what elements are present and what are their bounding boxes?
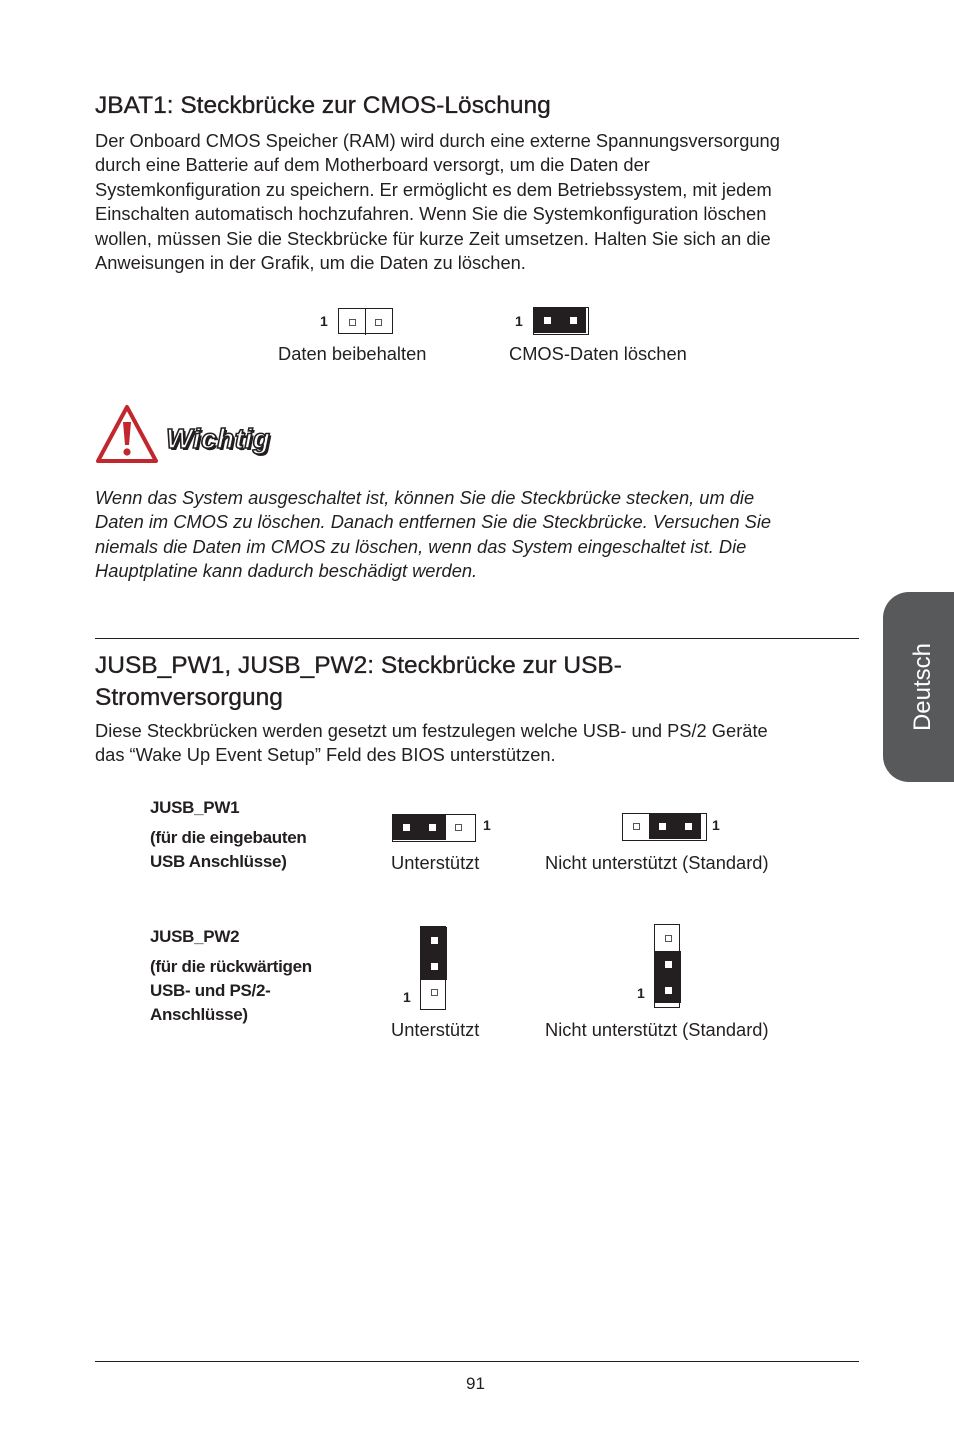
- jumper-pin: [339, 309, 365, 335]
- jumper-pin: [655, 925, 681, 951]
- jumper-pin: [419, 815, 445, 840]
- section-body-jusb: [95, 719, 875, 768]
- pin-one-label: 1: [320, 313, 328, 329]
- text-line: Einschalten automatisch hochzufahren. Wenn Sie die Systemkonfiguration löschen: [95, 203, 767, 225]
- jumper-pin: [623, 814, 649, 839]
- jumper-jbat1-open: [338, 308, 393, 334]
- caption-clear-cmos: CMOS-Daten löschen: [509, 343, 687, 364]
- jumper-pin: [655, 977, 681, 1003]
- jusb-pw1-label: [150, 796, 239, 820]
- pin-one-label: 1: [637, 985, 645, 1001]
- pin-one-label: 1: [515, 313, 523, 329]
- language-side-tab: [883, 592, 954, 782]
- important-note: [95, 486, 875, 584]
- jumper-pin: [365, 309, 391, 335]
- caption-pw1-supported: Unterstützt: [391, 852, 480, 873]
- jumper-pin: [655, 951, 681, 977]
- warning-icon: [95, 404, 159, 464]
- jumper-pin: [560, 308, 586, 333]
- pin-one-label: 1: [403, 989, 411, 1005]
- desc-line: Anschlüsse): [150, 1005, 248, 1024]
- jumper-pin: [421, 953, 447, 979]
- caption-keep-data: Daten beibehalten: [278, 343, 427, 364]
- desc-line: USB- und PS/2-: [150, 981, 271, 1000]
- jumper-pin: [421, 979, 447, 1005]
- desc-line: (für die rückwärtigen: [150, 957, 312, 976]
- text-line: durch eine Batterie auf dem Motherboard versorgt, um die Daten der: [95, 154, 650, 176]
- text-line: Systemkonfiguration zu speichern. Er ermöglicht es dem Betriebssystem, mit jedem: [95, 178, 772, 200]
- page-number: 91: [466, 1374, 485, 1393]
- text-line: Diese Steckbrücken werden gesetzt um festzulegen welche USB- und PS/2 Geräte: [95, 720, 768, 741]
- desc-line: USB Anschlüsse): [150, 852, 287, 871]
- jumper-pin: [421, 927, 447, 953]
- section-title-jbat1: JBAT1: Steckbrücke zur CMOS-Löschung: [95, 92, 551, 119]
- jumper-pw1-unsupported: [622, 813, 707, 841]
- text-line: Daten im CMOS zu löschen. Danach entfernen Sie die Steckbrücke. Versuchen Sie: [95, 511, 772, 533]
- caption-pw2-supported: Unterstützt: [391, 1019, 480, 1040]
- desc-line: (für die eingebauten: [150, 828, 307, 847]
- caption-pw1-unsupported: Nicht unterstützt (Standard): [545, 852, 769, 873]
- text-line: Anweisungen in der Grafik, um die Daten zu löschen.: [95, 252, 526, 274]
- section-body-jbat1: [95, 129, 875, 275]
- jumper-pin: [393, 815, 419, 840]
- title-line: Stromversorgung: [95, 684, 283, 711]
- jusb-pw2-description: [150, 955, 312, 1027]
- text-line: Der Onboard CMOS Speicher (RAM) wird durch eine externe Spannungsversorgung: [95, 130, 780, 151]
- jumper-pin: [534, 308, 560, 333]
- title-line: JUSB_PW1, JUSB_PW2: Steckbrücke zur USB-: [95, 652, 622, 679]
- important-heading: Wichtig: [166, 423, 271, 454]
- caption-pw2-unsupported: Nicht unterstützt (Standard): [545, 1019, 769, 1040]
- jumper-pin: [649, 814, 675, 839]
- section-divider: [95, 638, 859, 639]
- footer-divider: [95, 1361, 859, 1362]
- jumper-pw2-unsupported: [654, 924, 680, 1008]
- jumper-pin: [675, 814, 701, 839]
- pin-one-label: 1: [483, 817, 491, 833]
- text-line: Hauptplatine kann dadurch beschädigt werden.: [95, 560, 478, 582]
- jusb-pw2-label: [150, 925, 239, 949]
- text-line: wollen, müssen Sie die Steckbrücke für kurze Zeit umsetzen. Halten Sie sich an die: [95, 227, 771, 249]
- jumper-name: JUSB_PW2: [150, 927, 240, 946]
- jumper-jbat1-closed: [533, 307, 589, 335]
- section-title-jusb: [95, 650, 622, 714]
- text-line: Wenn das System ausgeschaltet ist, können Sie die Steckbrücke stecken, um die: [95, 487, 755, 508]
- jumper-pin: [445, 815, 471, 840]
- jusb-pw1-description: [150, 826, 306, 874]
- text-line: niemals die Daten im CMOS zu löschen, wenn das System eingeschaltet ist. Die: [95, 535, 747, 557]
- pin-one-label: 1: [712, 817, 720, 833]
- jumper-pw1-supported: [392, 814, 476, 842]
- text-line: das “Wake Up Event Setup” Feld des BIOS unterstützen.: [95, 744, 556, 766]
- jumper-name: JUSB_PW1: [150, 798, 240, 817]
- side-tab-label: Deutsch: [909, 642, 936, 732]
- jumper-pw2-supported: [420, 926, 446, 1010]
